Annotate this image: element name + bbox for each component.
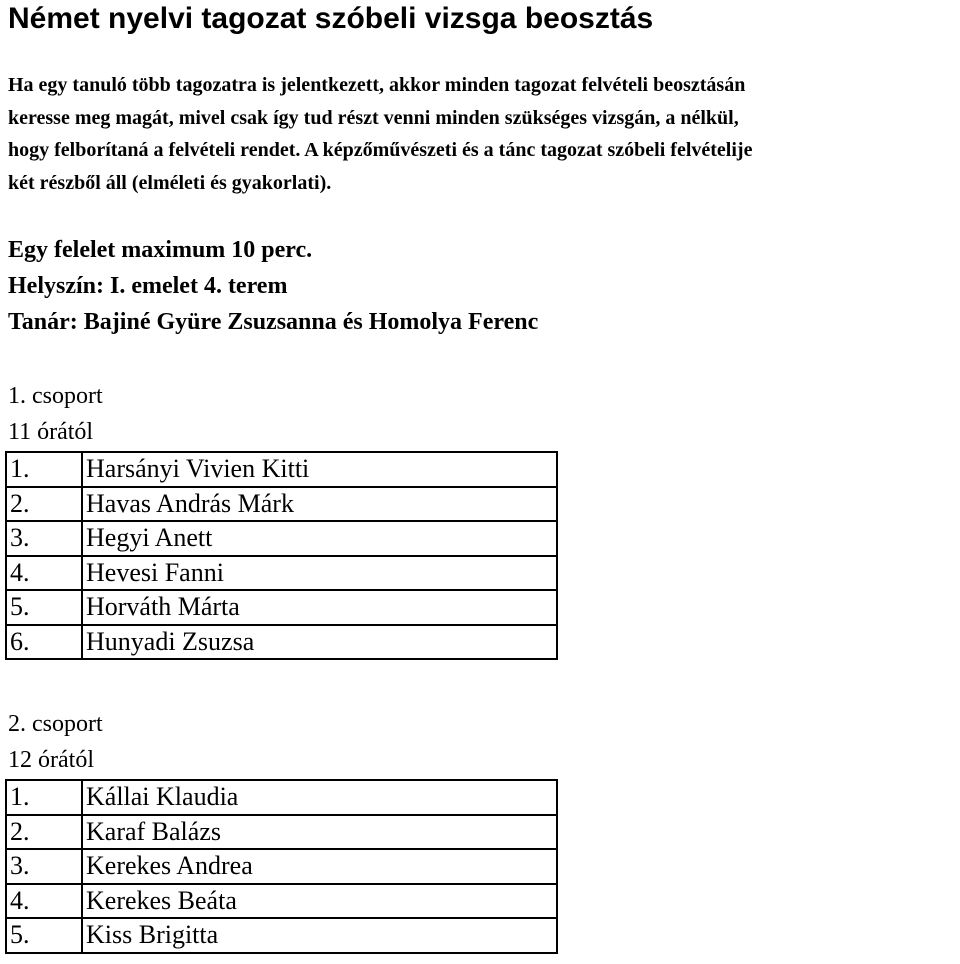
student-name: Karaf Balázs xyxy=(82,815,557,850)
student-name: Kiss Brigitta xyxy=(82,918,557,953)
teachers-text: Tanár: Bajiné Gyüre Zsuzsanna és Homolya Ferenc xyxy=(8,309,539,335)
row-number: 4. xyxy=(6,884,82,919)
duration-text: Egy felelet maximum 10 perc. xyxy=(8,237,313,263)
student-name: Harsányi Vivien Kitti xyxy=(82,452,557,487)
group-1-table xyxy=(5,451,558,660)
group-time: 11 órától xyxy=(8,419,94,445)
row-number: 5. xyxy=(6,918,82,953)
student-name: Hunyadi Zsuzsa xyxy=(82,625,557,660)
intro-line: Ha egy tanuló több tagozatra is jelentkezett, akkor minden tagozat felvételi beosztásán xyxy=(8,74,746,96)
group-2-header xyxy=(8,706,103,778)
row-number: 4. xyxy=(6,556,82,591)
group-time: 12 órától xyxy=(8,747,94,773)
intro-line: két részből áll (elméleti és gyakorlati). xyxy=(8,171,332,194)
row-number: 3. xyxy=(6,849,82,884)
row-number: 2. xyxy=(6,487,82,522)
row-number: 1. xyxy=(6,452,82,487)
table-row xyxy=(6,487,557,522)
table-row xyxy=(6,849,557,884)
page-title: Német nyelvi tagozat szóbeli vizsga beosztás xyxy=(8,2,654,35)
row-number: 3. xyxy=(6,521,82,556)
row-number: 2. xyxy=(6,815,82,850)
row-number: 1. xyxy=(6,780,82,815)
student-name: Hegyi Anett xyxy=(82,521,557,556)
group-name: 2. csoport xyxy=(8,711,103,737)
group-name: 1. csoport xyxy=(8,383,103,409)
intro-line: keresse meg magát, mivel csak így tud részt venni minden szükséges vizsgán, a nélkül, xyxy=(8,106,739,129)
table-row xyxy=(6,556,557,591)
exam-info xyxy=(8,232,538,340)
table-row xyxy=(6,815,557,850)
row-number: 6. xyxy=(6,625,82,660)
student-name: Hevesi Fanni xyxy=(82,556,557,591)
group-1-header xyxy=(8,378,103,450)
student-name: Horváth Márta xyxy=(82,590,557,625)
student-name: Kerekes Andrea xyxy=(82,849,557,884)
intro-paragraph xyxy=(8,69,958,199)
table-row xyxy=(6,625,557,660)
table-row xyxy=(6,884,557,919)
table-row xyxy=(6,590,557,625)
table-row xyxy=(6,521,557,556)
table-row xyxy=(6,452,557,487)
table-row xyxy=(6,780,557,815)
table-row xyxy=(6,918,557,953)
student-name: Kállai Klaudia xyxy=(82,780,557,815)
student-name: Havas András Márk xyxy=(82,487,557,522)
student-name: Kerekes Beáta xyxy=(82,884,557,919)
row-number: 5. xyxy=(6,590,82,625)
group-2-table xyxy=(5,779,558,954)
location-text: Helyszín: I. emelet 4. terem xyxy=(8,273,288,299)
intro-line: hogy felborítaná a felvételi rendet. A képzőművészeti és a tánc tagozat szóbeli felvételije xyxy=(8,139,753,161)
